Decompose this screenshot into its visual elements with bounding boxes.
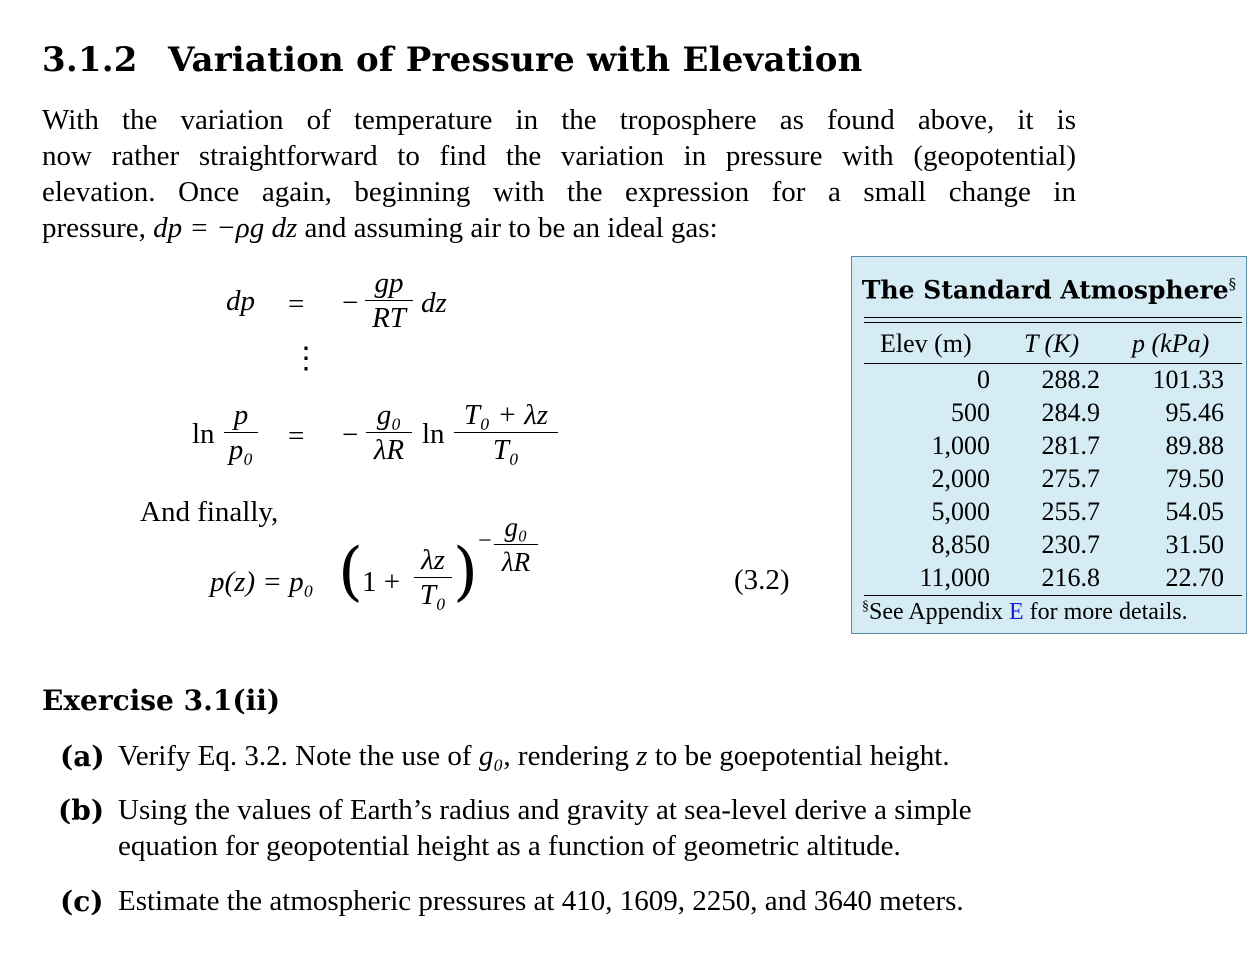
eq2-numerator-2: T₀ + λz (463, 399, 549, 431)
eq1-denominator: RT (372, 302, 406, 334)
footnote-mark: § (862, 599, 869, 614)
eq2-lhs-fraction (224, 400, 258, 465)
exercise-a-pre: Verify Eq. 3.2. Note the use of (118, 740, 472, 772)
table-rule-header (864, 363, 1242, 364)
paragraph-line-4-prefix: pressure, (42, 212, 146, 244)
eq2-fraction-2 (454, 400, 558, 465)
eq2-fraction (366, 400, 412, 465)
exercise-text-a (118, 740, 950, 773)
eq3-fraction (414, 545, 452, 610)
table-title-text: The Standard Atmosphere (861, 275, 1229, 305)
cell-pressure: 101.33 (1152, 365, 1224, 394)
cell-pressure: 22.70 (1165, 563, 1224, 592)
cell-temp: 288.2 (1041, 365, 1100, 394)
eq1-minus: − (342, 287, 359, 319)
exercise-text-c: Estimate the atmospheric pressures at 410, 1609, 2250, and 3640 meters. (118, 885, 964, 917)
eq2-lhs-numerator: p (233, 399, 249, 431)
cell-temp: 284.9 (1041, 398, 1100, 427)
cell-temp: 216.8 (1041, 563, 1100, 592)
header-pressure: p (kPa) (1132, 329, 1210, 358)
vertical-dots: ⋮ (291, 342, 321, 375)
paragraph-line-4 (42, 210, 718, 246)
standard-atmosphere-box (851, 256, 1247, 634)
exercise-text-b-line2: equation for geopotential height as a function of geometric altitude. (118, 830, 901, 862)
exercise-a-mid: , rendering (503, 740, 630, 772)
cell-elev: 8,850 (931, 530, 990, 559)
cell-pressure: 31.50 (1165, 530, 1224, 559)
eq1-lhs: dp (226, 285, 255, 317)
exercise-a-post: to be goepotential height. (654, 740, 950, 772)
eq3-exponent-fraction (494, 512, 538, 577)
section-heading (42, 40, 863, 80)
cell-temp: 281.7 (1041, 431, 1100, 460)
paragraph-line-3: elevation. Once again, beginning with the expression for a small change in (42, 176, 1076, 208)
cell-pressure: 54.05 (1165, 497, 1224, 526)
header-temp: T (K) (1024, 329, 1080, 358)
exercise-a-symbol-g0: g₀ (478, 740, 504, 772)
paragraph-line-2: now rather straightforward to find the variation in pressure with (geopotential) (42, 140, 1076, 172)
eq3-one-plus: 1 + (362, 566, 401, 598)
eq3-lhs: p(z) = p₀ (210, 566, 314, 598)
table-footnote (862, 599, 1188, 626)
paragraph-line-1: With the variation of temperature in the troposphere as found above, it is (42, 104, 1076, 136)
eq2-denominator-2: T₀ (492, 434, 520, 466)
and-finally-text: And finally, (140, 496, 279, 528)
eq2-numerator: g₀ (376, 399, 402, 431)
cell-pressure: 79.50 (1165, 464, 1224, 493)
equation-number: (3.2) (734, 564, 790, 596)
eq2-minus: − (342, 419, 359, 451)
inline-equation-dp: dp = −ρg dz (153, 212, 298, 244)
exercise-label-b: (b) (58, 794, 105, 827)
section-number: 3.1.2 (42, 40, 138, 80)
eq2-lhs-denominator: p₀ (228, 434, 254, 466)
paragraph-line-4-suffix: and assuming air to be an ideal gas: (304, 212, 718, 244)
cell-temp: 275.7 (1041, 464, 1100, 493)
eq2-denominator: λR (373, 434, 405, 466)
eq3-exponent-minus: − (478, 528, 492, 554)
table-rule-top-2 (864, 322, 1242, 323)
eq3-denominator: T₀ (419, 579, 447, 611)
table-rule-top (864, 317, 1242, 318)
cell-elev: 1,000 (931, 431, 990, 460)
exercise-label-a: (a) (60, 740, 105, 773)
cell-elev: 11,000 (919, 563, 990, 592)
cell-elev: 5,000 (931, 497, 990, 526)
footnote-prefix: See Appendix (869, 599, 1003, 625)
eq1-dz: dz (421, 287, 447, 319)
eq3-numerator: λz (421, 544, 445, 576)
cell-elev: 500 (951, 398, 990, 427)
eq3-right-paren: ) (453, 535, 478, 609)
table-rule-bottom (864, 595, 1242, 596)
exercise-a-symbol-z: z (636, 740, 648, 772)
cell-elev: 0 (977, 365, 990, 394)
cell-pressure: 95.46 (1165, 398, 1224, 427)
eq1-fraction (365, 268, 413, 333)
eq1-numerator: gp (374, 267, 404, 299)
cell-temp: 255.7 (1041, 497, 1100, 526)
eq2-ln-2: ln (422, 418, 445, 450)
cell-elev: 2,000 (931, 464, 990, 493)
eq3-left-paren: ( (338, 535, 363, 609)
cell-pressure: 89.88 (1165, 431, 1224, 460)
eq2-ln: ln (192, 418, 215, 450)
table-title-footnote-mark: § (1228, 275, 1237, 293)
header-elev: Elev (m) (880, 329, 972, 358)
eq3-exponent-numerator: g₀ (504, 512, 528, 542)
exercise-label-c: (c) (60, 885, 104, 918)
eq1-relation: = (288, 288, 305, 320)
exercise-title: Exercise 3.1(ii) (42, 684, 281, 717)
eq2-relation: = (288, 420, 305, 452)
cell-temp: 230.7 (1041, 530, 1100, 559)
eq3-exponent-denominator: λR (501, 547, 531, 577)
table-title (852, 275, 1246, 304)
exercise-text-b-line1: Using the values of Earth’s radius and gravity at sea-level derive a simple (118, 794, 972, 826)
footnote-suffix: for more details. (1029, 599, 1188, 625)
section-title: Variation of Pressure with Elevation (168, 40, 863, 80)
appendix-link[interactable]: E (1008, 599, 1024, 625)
